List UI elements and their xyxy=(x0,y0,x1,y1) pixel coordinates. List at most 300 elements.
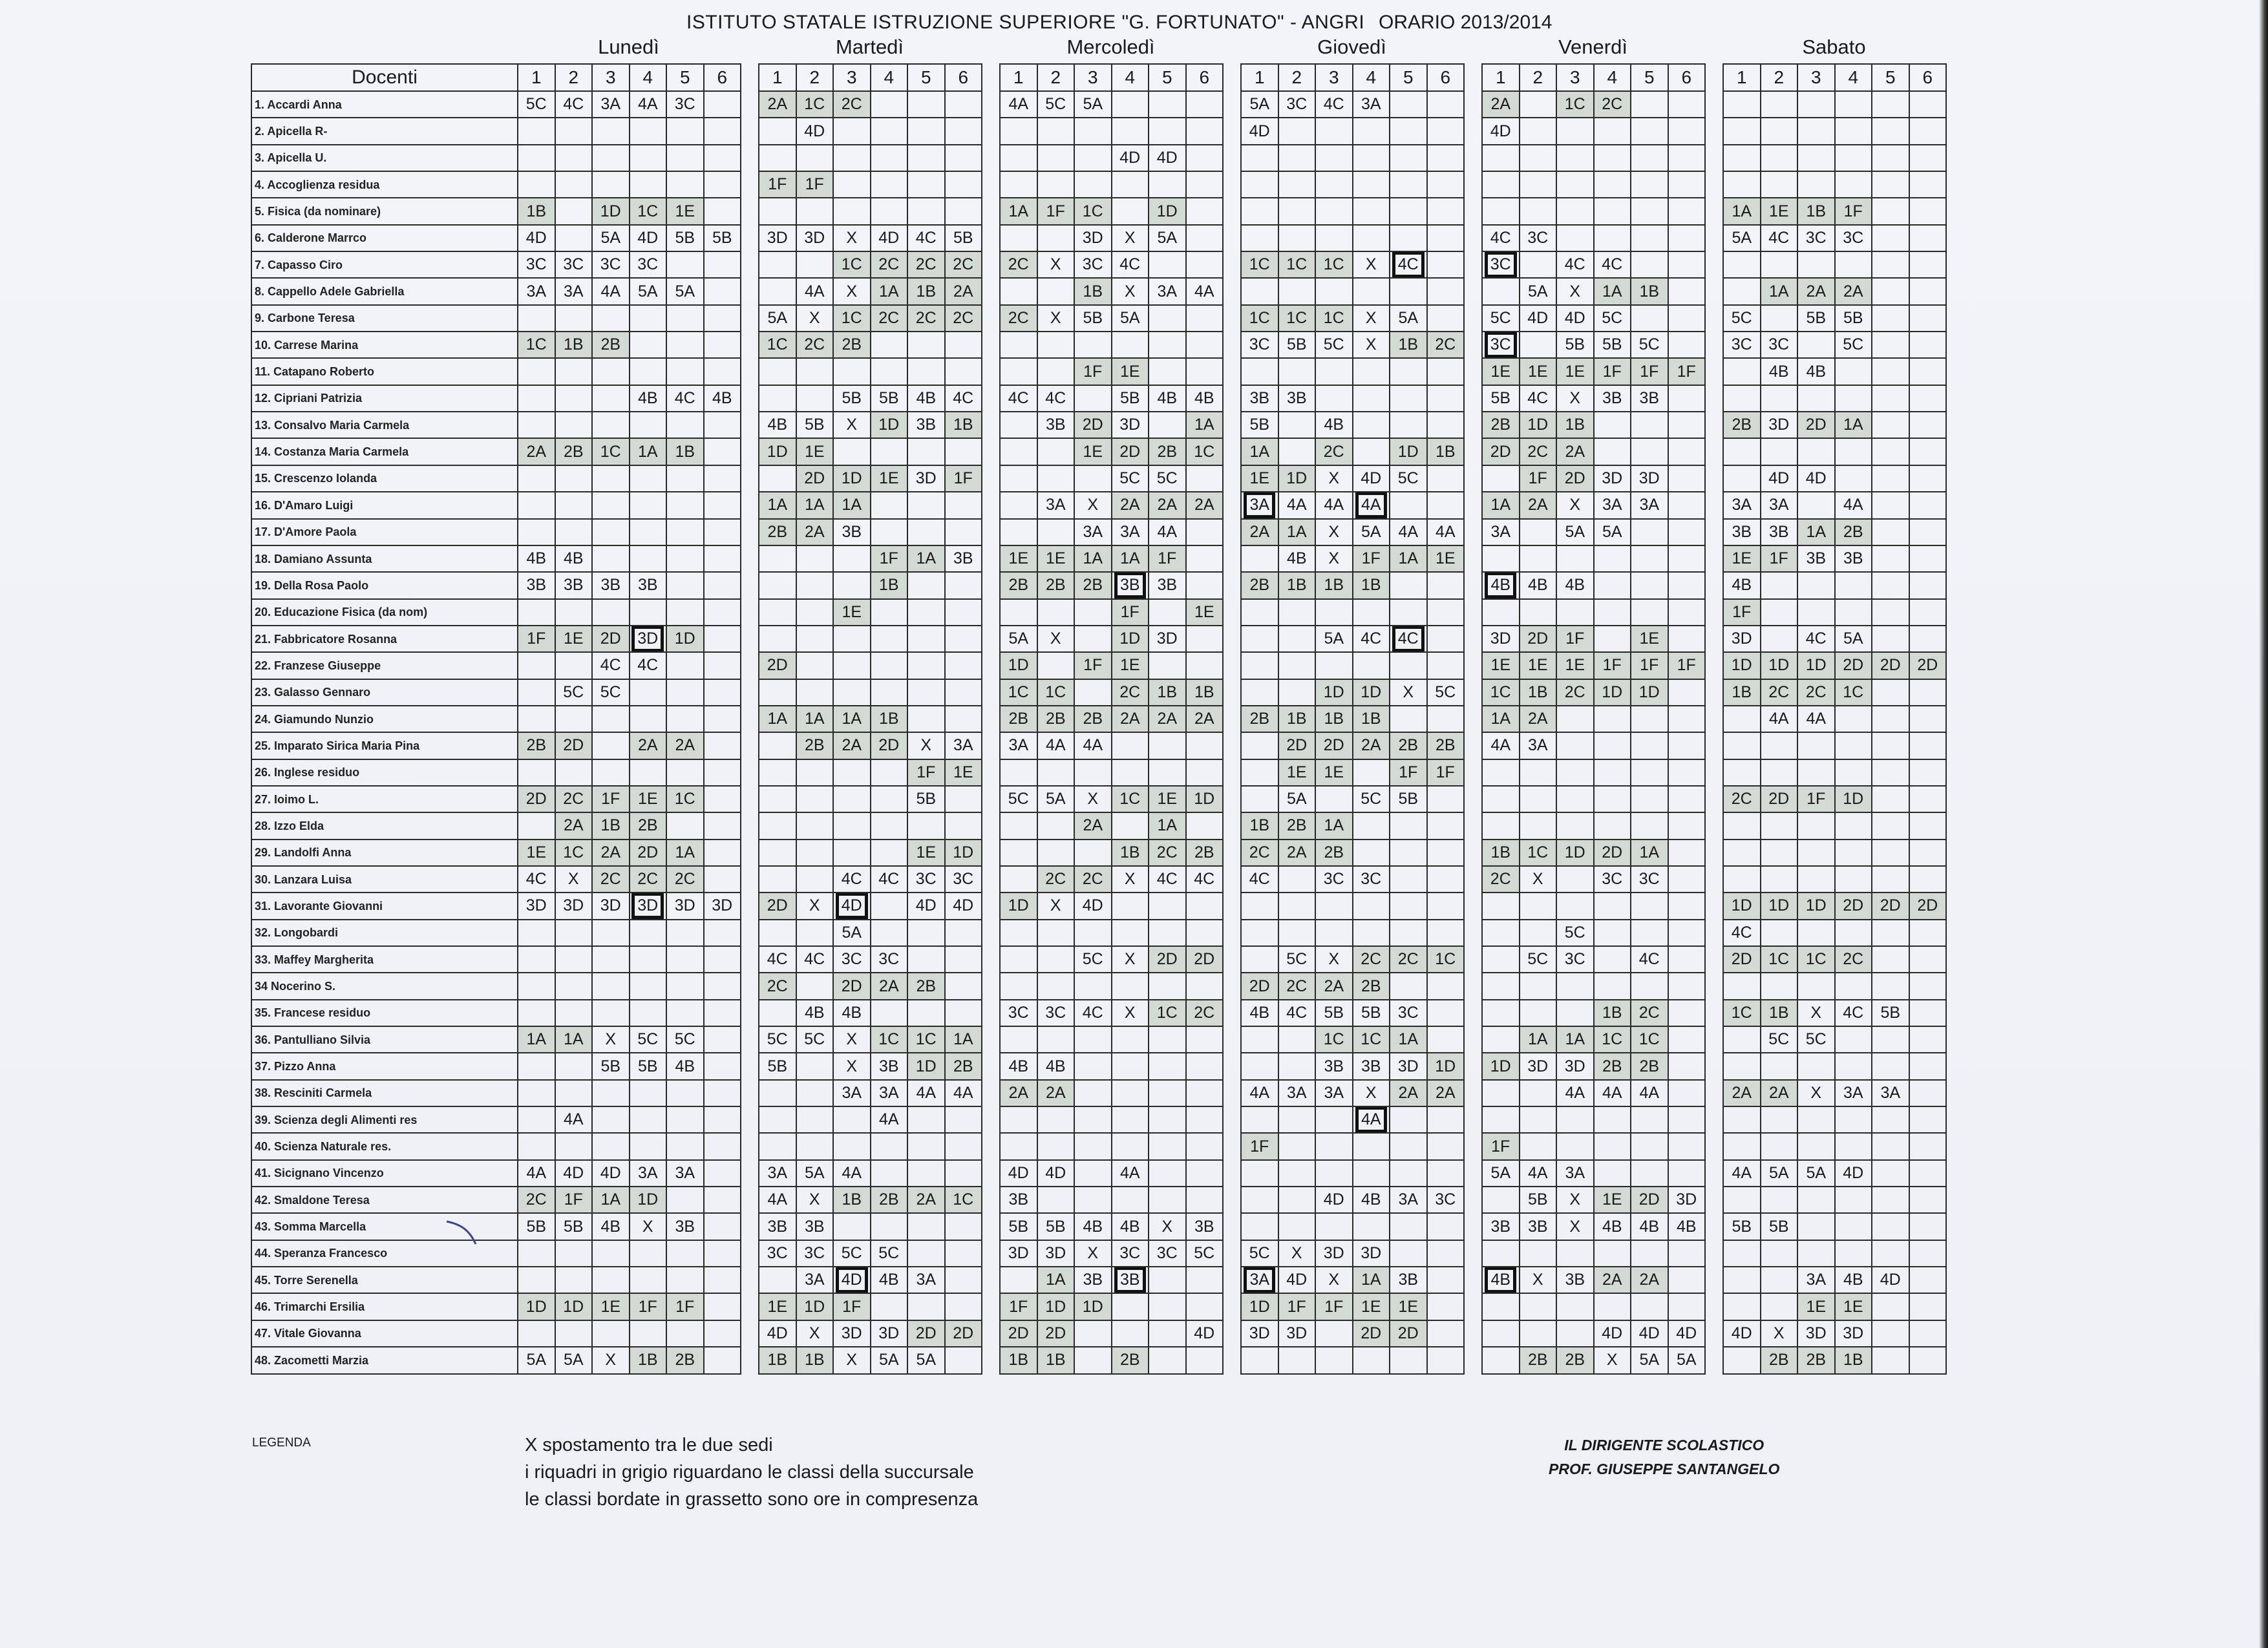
schedule-cell: 2D xyxy=(1835,652,1872,679)
schedule-cell xyxy=(1427,1160,1465,1187)
schedule-cell xyxy=(1909,679,1947,706)
schedule-cell xyxy=(1723,706,1761,732)
teacher-row xyxy=(1000,759,1223,786)
schedule-cell xyxy=(1000,812,1037,839)
schedule-cell xyxy=(1872,278,1909,304)
schedule-cell xyxy=(759,118,796,144)
schedule-cell: 5A xyxy=(907,1347,945,1373)
teacher-name: 26. Inglese residuo xyxy=(251,759,518,786)
schedule-cell xyxy=(518,1240,555,1267)
schedule-cell xyxy=(759,358,796,385)
schedule-cell xyxy=(1112,732,1149,759)
teacher-row xyxy=(1482,1347,1705,1373)
schedule-cell: 3C xyxy=(1074,251,1112,278)
schedule-cell: 1A xyxy=(592,1187,630,1213)
schedule-cell: 4C xyxy=(1112,251,1149,278)
schedule-cell xyxy=(1482,973,1520,999)
docenti-header: Docenti xyxy=(251,64,518,91)
day-label: Martedì xyxy=(835,36,904,58)
schedule-cell: 1F xyxy=(1390,759,1427,786)
schedule-cell xyxy=(1520,1293,1557,1320)
teacher-row xyxy=(1241,1053,1464,1079)
schedule-cell: 1B xyxy=(666,438,704,465)
schedule-cell xyxy=(1427,786,1465,812)
schedule-cell xyxy=(1427,465,1465,492)
schedule-cell: 2A xyxy=(1186,706,1224,732)
schedule-cell xyxy=(1909,145,1947,171)
schedule-cell: 1E xyxy=(1112,358,1149,385)
schedule-cell xyxy=(1556,171,1594,198)
schedule-cell: 3A xyxy=(1112,519,1149,545)
schedule-cell xyxy=(871,118,908,144)
schedule-cell xyxy=(1797,1106,1835,1133)
schedule-cell: 1C xyxy=(518,332,555,358)
teacher-row xyxy=(759,652,982,679)
schedule-cell xyxy=(1909,840,1947,866)
hour-header: 3 xyxy=(833,64,871,91)
schedule-cell: 4D xyxy=(1723,1320,1761,1347)
schedule-cell: 2B xyxy=(1520,1347,1557,1373)
schedule-cell xyxy=(1723,1293,1761,1320)
schedule-cell: 1B xyxy=(555,332,593,358)
schedule-cell: 1D xyxy=(630,1187,667,1213)
schedule-cell: 2C xyxy=(1556,679,1594,706)
schedule-cell xyxy=(871,652,908,679)
schedule-cell xyxy=(1074,1106,1112,1133)
schedule-cell xyxy=(1761,1240,1798,1267)
teacher-row xyxy=(1241,973,1464,999)
schedule-cell xyxy=(1390,1133,1427,1159)
schedule-cell: 5B xyxy=(1797,305,1835,332)
schedule-cell: 2D xyxy=(871,732,908,759)
teacher-row xyxy=(1482,545,1705,572)
schedule-cell xyxy=(1835,973,1872,999)
schedule-cell xyxy=(1315,1160,1353,1187)
schedule-cell: 2B xyxy=(1797,1347,1835,1373)
schedule-cell: 1F xyxy=(1074,358,1112,385)
schedule-cell: 5C xyxy=(1482,305,1520,332)
schedule-cell xyxy=(1761,1293,1798,1320)
schedule-cell: 1D xyxy=(1278,465,1316,492)
teacher-row xyxy=(1723,492,1946,518)
schedule-cell: 4C xyxy=(1186,866,1224,893)
teacher-row xyxy=(759,465,982,492)
schedule-cell: 1D xyxy=(1520,412,1557,438)
schedule-cell: 5B xyxy=(592,1053,630,1079)
schedule-cell xyxy=(1872,332,1909,358)
teacher-row xyxy=(1241,840,1464,866)
schedule-cell xyxy=(1797,866,1835,893)
schedule-cell: 4B xyxy=(871,1267,908,1293)
schedule-cell xyxy=(1835,118,1872,144)
schedule-cell xyxy=(1390,358,1427,385)
teacher-row xyxy=(1723,358,1946,385)
hour-header: 3 xyxy=(1315,64,1353,91)
schedule-cell: 1C xyxy=(833,251,871,278)
schedule-cell: 2D xyxy=(1909,893,1947,919)
teacher-name: 24. Giamundo Nunzio xyxy=(251,706,518,732)
schedule-cell xyxy=(704,465,741,492)
schedule-cell xyxy=(796,1133,834,1159)
schedule-cell xyxy=(1186,1106,1224,1133)
schedule-cell xyxy=(1186,1293,1224,1320)
schedule-cell xyxy=(1723,251,1761,278)
schedule-cell: 5B xyxy=(1241,412,1278,438)
schedule-cell xyxy=(704,840,741,866)
schedule-cell xyxy=(1037,171,1075,198)
schedule-cell xyxy=(1594,626,1631,652)
schedule-cell xyxy=(1723,1187,1761,1213)
schedule-cell: 5A xyxy=(1000,626,1037,652)
schedule-cell xyxy=(630,465,667,492)
teacher-name: 20. Educazione Fisica (da nom) xyxy=(251,599,518,626)
schedule-cell xyxy=(796,572,834,598)
schedule-cell: 1C xyxy=(1797,946,1835,973)
schedule-cell: X xyxy=(1556,385,1594,412)
schedule-cell xyxy=(1594,171,1631,198)
schedule-cell: 2A xyxy=(1556,438,1594,465)
schedule-cell: 3A xyxy=(945,732,982,759)
schedule-cell xyxy=(1631,732,1668,759)
schedule-cell xyxy=(1668,920,1706,946)
schedule-cell xyxy=(871,1000,908,1026)
schedule-cell xyxy=(518,1320,555,1347)
schedule-cell xyxy=(1149,91,1186,118)
schedule-cell xyxy=(1074,332,1112,358)
schedule-cell xyxy=(1149,1160,1186,1187)
hour-header: 5 xyxy=(907,64,945,91)
schedule-cell xyxy=(1520,118,1557,144)
schedule-cell xyxy=(666,1240,704,1267)
schedule-cell xyxy=(555,706,593,732)
schedule-cell: 4B xyxy=(1482,1267,1520,1293)
schedule-cell xyxy=(1427,278,1465,304)
teacher-row xyxy=(1000,893,1223,919)
schedule-cell: 4A xyxy=(759,1187,796,1213)
schedule-cell: 1C xyxy=(555,840,593,866)
schedule-cell xyxy=(1074,385,1112,412)
schedule-cell xyxy=(1872,812,1909,839)
schedule-cell xyxy=(1556,893,1594,919)
schedule-cell: 2C xyxy=(759,973,796,999)
schedule-cell xyxy=(1872,251,1909,278)
teacher-row xyxy=(251,519,741,545)
schedule-cell: 4C xyxy=(907,225,945,251)
schedule-cell xyxy=(1631,1133,1668,1159)
schedule-cell: 5B xyxy=(1037,1213,1075,1240)
schedule-cell xyxy=(1797,759,1835,786)
schedule-cell xyxy=(1315,278,1353,304)
teacher-row xyxy=(1241,91,1464,118)
schedule-cell xyxy=(1427,198,1465,224)
teacher-row xyxy=(1482,1293,1705,1320)
teacher-row xyxy=(1241,545,1464,572)
schedule-cell xyxy=(1000,438,1037,465)
schedule-cell xyxy=(1000,358,1037,385)
teacher-row xyxy=(251,305,741,332)
schedule-cell xyxy=(1594,786,1631,812)
schedule-cell: 2B xyxy=(1594,1053,1631,1079)
schedule-cell xyxy=(1631,251,1668,278)
schedule-cell xyxy=(1112,1053,1149,1079)
schedule-cell: 4C xyxy=(666,385,704,412)
schedule-cell xyxy=(592,145,630,171)
schedule-cell: 4D xyxy=(1520,305,1557,332)
schedule-cell xyxy=(1668,118,1706,144)
teacher-row xyxy=(759,572,982,598)
schedule-cell xyxy=(1149,973,1186,999)
schedule-cell: 1F xyxy=(1482,1133,1520,1159)
schedule-cell: 3B xyxy=(1520,1213,1557,1240)
schedule-cell xyxy=(1074,1053,1112,1079)
schedule-cell: 4B xyxy=(704,385,741,412)
schedule-cell xyxy=(704,759,741,786)
teacher-row xyxy=(1000,145,1223,171)
schedule-cell: 4B xyxy=(1112,1213,1149,1240)
schedule-cell xyxy=(1909,1080,1947,1106)
schedule-cell xyxy=(759,1000,796,1026)
schedule-cell xyxy=(1037,973,1075,999)
schedule-cell xyxy=(1631,545,1668,572)
schedule-cell xyxy=(666,1106,704,1133)
schedule-cell xyxy=(1872,840,1909,866)
hour-header: 3 xyxy=(1797,64,1835,91)
schedule-cell: 2B xyxy=(1761,1347,1798,1373)
teacher-name: 10. Carrese Marina xyxy=(251,332,518,358)
schedule-cell: 1C xyxy=(592,438,630,465)
schedule-cell xyxy=(796,1053,834,1079)
teacher-row xyxy=(1723,1053,1946,1079)
schedule-cell: 4D xyxy=(1835,1160,1872,1187)
schedule-cell: 1B xyxy=(907,278,945,304)
schedule-cell xyxy=(1037,1187,1075,1213)
schedule-cell xyxy=(592,920,630,946)
schedule-cell xyxy=(1761,599,1798,626)
schedule-cell xyxy=(1872,1213,1909,1240)
schedule-cell xyxy=(1872,706,1909,732)
teacher-row xyxy=(759,786,982,812)
schedule-cell xyxy=(833,171,871,198)
schedule-cell xyxy=(1668,305,1706,332)
schedule-cell xyxy=(759,812,796,839)
day-label: Lunedì xyxy=(598,36,659,58)
schedule-cell: 4B xyxy=(1186,385,1224,412)
teacher-row xyxy=(251,786,741,812)
schedule-cell xyxy=(555,1053,593,1079)
schedule-cell xyxy=(1074,465,1112,492)
schedule-cell: 4D xyxy=(592,1160,630,1187)
schedule-cell: 1C xyxy=(1241,251,1278,278)
schedule-cell: 1A xyxy=(1112,545,1149,572)
schedule-cell xyxy=(1909,732,1947,759)
schedule-cell xyxy=(1556,1106,1594,1133)
schedule-cell: 2B xyxy=(945,1053,982,1079)
schedule-cell xyxy=(1037,145,1075,171)
hour-header: 1 xyxy=(518,64,555,91)
schedule-cell: 3A xyxy=(1556,1160,1594,1187)
schedule-cell: 2C xyxy=(1000,251,1037,278)
schedule-cell xyxy=(1723,145,1761,171)
schedule-cell xyxy=(1723,732,1761,759)
schedule-cell xyxy=(1556,118,1594,144)
schedule-cell xyxy=(704,1106,741,1133)
schedule-cell: 4A xyxy=(1149,519,1186,545)
schedule-cell xyxy=(833,438,871,465)
schedule-cell xyxy=(1037,1026,1075,1053)
schedule-cell: 1F xyxy=(1074,652,1112,679)
schedule-cell: 4C xyxy=(759,946,796,973)
schedule-cell xyxy=(1520,251,1557,278)
schedule-cell xyxy=(1872,412,1909,438)
schedule-cell xyxy=(1241,171,1278,198)
schedule-cell: 2B xyxy=(1482,412,1520,438)
schedule-cell: 4D xyxy=(1000,1160,1037,1187)
schedule-cell xyxy=(1797,732,1835,759)
schedule-cell: 2D xyxy=(1872,652,1909,679)
schedule-cell: 1E xyxy=(1186,599,1224,626)
schedule-cell: 1B xyxy=(1835,1347,1872,1373)
schedule-cell: 4D xyxy=(759,1320,796,1347)
schedule-cell xyxy=(666,1320,704,1347)
schedule-cell xyxy=(759,920,796,946)
schedule-cell: 4A xyxy=(1000,91,1037,118)
schedule-cell xyxy=(1797,599,1835,626)
schedule-cell: 3D xyxy=(1037,1240,1075,1267)
schedule-cell: 3C xyxy=(555,251,593,278)
schedule-cell: 3D xyxy=(1835,1320,1872,1347)
schedule-cell: 1C xyxy=(1353,1026,1390,1053)
schedule-cell xyxy=(1186,572,1224,598)
schedule-cell xyxy=(1186,1026,1224,1053)
schedule-cell xyxy=(1761,840,1798,866)
schedule-cell: 1C xyxy=(871,1026,908,1053)
schedule-cell: 3B xyxy=(1631,385,1668,412)
schedule-cell: 2C xyxy=(592,866,630,893)
schedule-cell xyxy=(1520,786,1557,812)
schedule-cell xyxy=(666,465,704,492)
schedule-cell xyxy=(666,1187,704,1213)
schedule-cell xyxy=(1353,278,1390,304)
schedule-cell xyxy=(945,519,982,545)
schedule-cell: 4D xyxy=(1278,1267,1316,1293)
schedule-cell: 3A xyxy=(666,1160,704,1187)
schedule-cell: 3B xyxy=(1186,1213,1224,1240)
schedule-cell: 3B xyxy=(907,412,945,438)
schedule-cell xyxy=(592,706,630,732)
teacher-row xyxy=(1241,1347,1464,1373)
schedule-cell: 2C xyxy=(1835,946,1872,973)
schedule-cell: 2B xyxy=(1315,840,1353,866)
teacher-name: 42. Smaldone Teresa xyxy=(251,1187,518,1213)
schedule-cell xyxy=(1872,1106,1909,1133)
schedule-cell: 1E xyxy=(1520,358,1557,385)
schedule-cell xyxy=(1149,652,1186,679)
teacher-row xyxy=(251,91,741,118)
schedule-cell: 1C xyxy=(1074,198,1112,224)
schedule-cell xyxy=(630,1106,667,1133)
teacher-row xyxy=(759,732,982,759)
schedule-cell xyxy=(1835,866,1872,893)
teacher-row xyxy=(1241,118,1464,144)
schedule-cell: 2A xyxy=(945,278,982,304)
schedule-cell: 3D xyxy=(871,1320,908,1347)
schedule-cell: 2A xyxy=(518,438,555,465)
schedule-cell: 1C xyxy=(1315,251,1353,278)
schedule-cell xyxy=(1872,438,1909,465)
teacher-name: 29. Landolfi Anna xyxy=(251,840,518,866)
schedule-cell xyxy=(1668,1293,1706,1320)
schedule-cell xyxy=(871,171,908,198)
schedule-cell xyxy=(1835,1187,1872,1213)
teacher-row xyxy=(759,1267,982,1293)
teacher-row xyxy=(1000,1320,1223,1347)
schedule-cell xyxy=(592,412,630,438)
schedule-cell: X xyxy=(592,1026,630,1053)
hour-header: 1 xyxy=(759,64,796,91)
schedule-cell xyxy=(907,145,945,171)
schedule-cell xyxy=(1278,1026,1316,1053)
schedule-cell xyxy=(1482,1000,1520,1026)
teacher-row xyxy=(759,305,982,332)
teacher-row xyxy=(251,1187,741,1213)
schedule-cell xyxy=(1241,599,1278,626)
schedule-cell xyxy=(704,1240,741,1267)
schedule-cell: 5A xyxy=(1482,1160,1520,1187)
schedule-cell xyxy=(1427,305,1465,332)
schedule-cell xyxy=(1037,118,1075,144)
schedule-cell: X xyxy=(833,1026,871,1053)
schedule-cell: 3D xyxy=(1278,1320,1316,1347)
schedule-cell: 2C xyxy=(1482,866,1520,893)
schedule-cell xyxy=(1909,706,1947,732)
schedule-cell: 3A xyxy=(1835,1080,1872,1106)
schedule-cell: 3C xyxy=(666,91,704,118)
schedule-cell xyxy=(945,1133,982,1159)
schedule-cell xyxy=(796,385,834,412)
schedule-cell xyxy=(1186,652,1224,679)
schedule-cell xyxy=(1427,1240,1465,1267)
schedule-cell xyxy=(871,358,908,385)
schedule-cell xyxy=(1074,1347,1112,1373)
schedule-cell xyxy=(1909,946,1947,973)
day-table xyxy=(1481,63,1706,1375)
teacher-row xyxy=(1241,519,1464,545)
schedule-cell xyxy=(1390,1240,1427,1267)
schedule-cell: 5B xyxy=(759,1053,796,1079)
teacher-name: 7. Capasso Ciro xyxy=(251,251,518,278)
schedule-cell xyxy=(592,358,630,385)
schedule-cell: 4B xyxy=(907,385,945,412)
teacher-row xyxy=(759,1160,982,1187)
schedule-cell: 4C xyxy=(1241,866,1278,893)
teacher-name: 6. Calderone Marrco xyxy=(251,225,518,251)
schedule-cell xyxy=(1315,118,1353,144)
schedule-cell: 5B xyxy=(1556,332,1594,358)
schedule-cell xyxy=(833,545,871,572)
schedule-cell xyxy=(1482,545,1520,572)
schedule-cell xyxy=(1761,305,1798,332)
schedule-cell xyxy=(945,1267,982,1293)
schedule-cell xyxy=(1668,812,1706,839)
schedule-cell: 1C xyxy=(1594,1026,1631,1053)
schedule-cell: 3B xyxy=(1149,572,1186,598)
schedule-cell: 2A xyxy=(1631,1267,1668,1293)
schedule-cell xyxy=(704,492,741,518)
schedule-cell xyxy=(518,759,555,786)
schedule-cell: 3A xyxy=(1631,492,1668,518)
teacher-row xyxy=(1241,225,1464,251)
schedule-cell xyxy=(796,786,834,812)
